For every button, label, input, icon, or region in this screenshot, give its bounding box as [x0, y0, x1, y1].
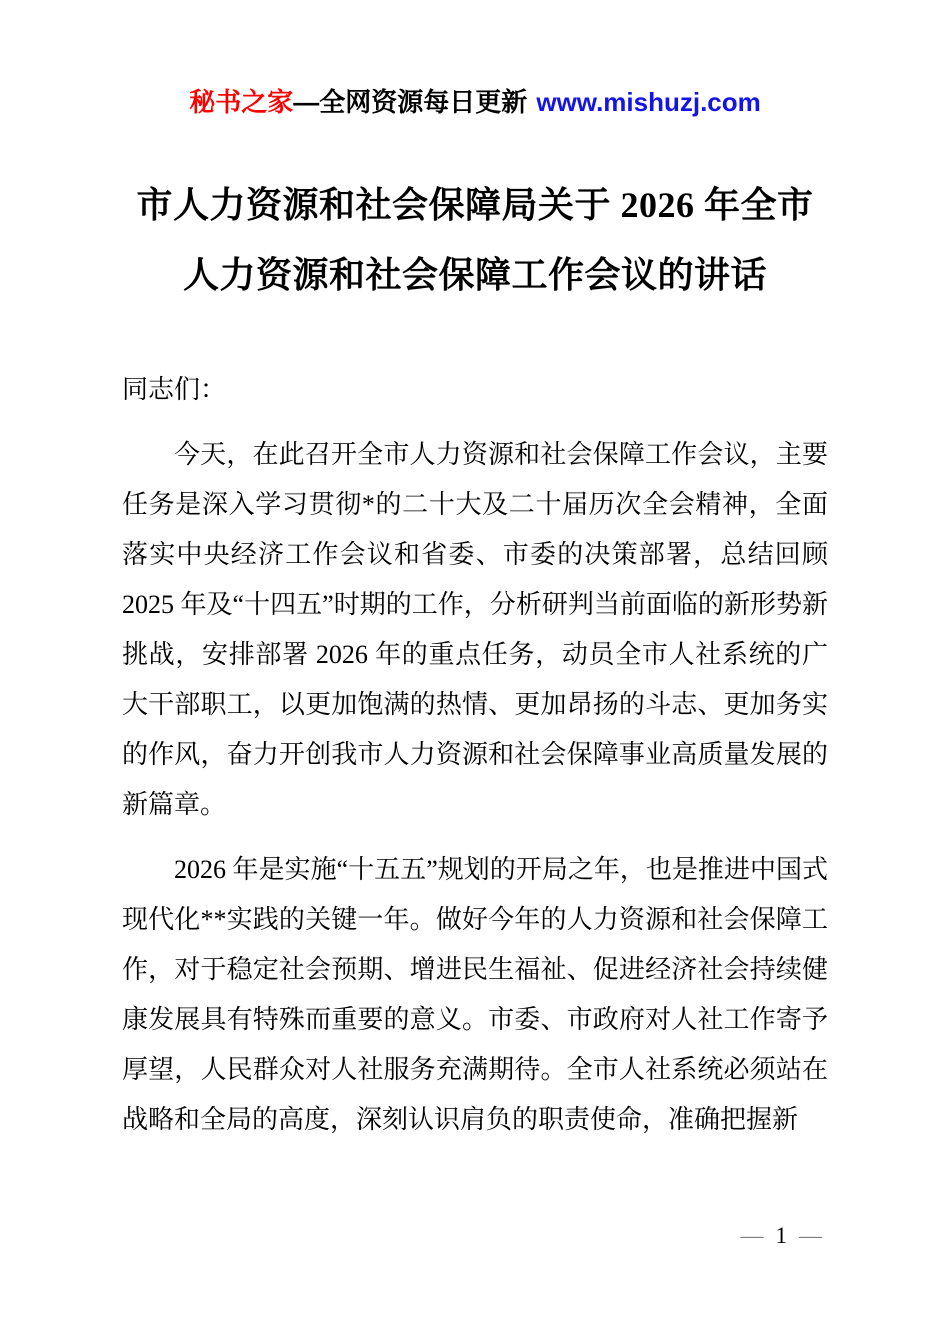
brand-text: 秘书之家	[189, 87, 294, 117]
body-paragraph-1: 今天，在此召开全市人力资源和社会保障工作会议，主要任务是深入学习贯彻*的二十大及二十届历次全会精神，全面落实中央经济工作会议和省委、市委的决策部署，总结回顾 2025 年及“十四五”时期的工作，分析研判当前面临的新形势新挑战，安排部署 2026 年的重点任务，动员全市人社系统的广大干部职工，以更加饱满的热情、更加昂扬的斗志、更加务实的作风，奋力开创我市人力资源和社会保障事业高质量发展的新篇章。	[122, 440, 828, 819]
header-tagline: —全网资源每日更新	[293, 87, 528, 117]
footer-page-number: 1	[775, 1223, 787, 1248]
title-line-1: 市人力资源和社会保障局关于 2026 年全市	[136, 185, 814, 225]
header-url-link[interactable]: www.mishuzj.com	[536, 87, 761, 117]
body-paragraph-2: 2026 年是实施“十五五”规划的开局之年，也是推进中国式现代化**实践的关键一年。做好今年的人力资源和社会保障工作，对于稳定社会预期、增进民生福祉、促进经济社会持续健康发展具有特殊而重要的意义。市委、市政府对人社工作寄予厚望，人民群众对人社服务充满期待。全市人社系统必须站在战略和全局的高度，深刻认识肩负的职责使命，准确把握新	[122, 855, 828, 1134]
document-body	[122, 365, 828, 1160]
footer-dash-left: —	[740, 1223, 764, 1248]
title-line-2: 人力资源和社会保障工作会议的讲话	[182, 255, 767, 295]
page-footer	[741, 1220, 823, 1252]
document-title	[0, 170, 950, 310]
salutation: 同志们：	[122, 375, 227, 404]
footer-dash-right: —	[799, 1223, 822, 1248]
header-banner	[0, 84, 950, 120]
